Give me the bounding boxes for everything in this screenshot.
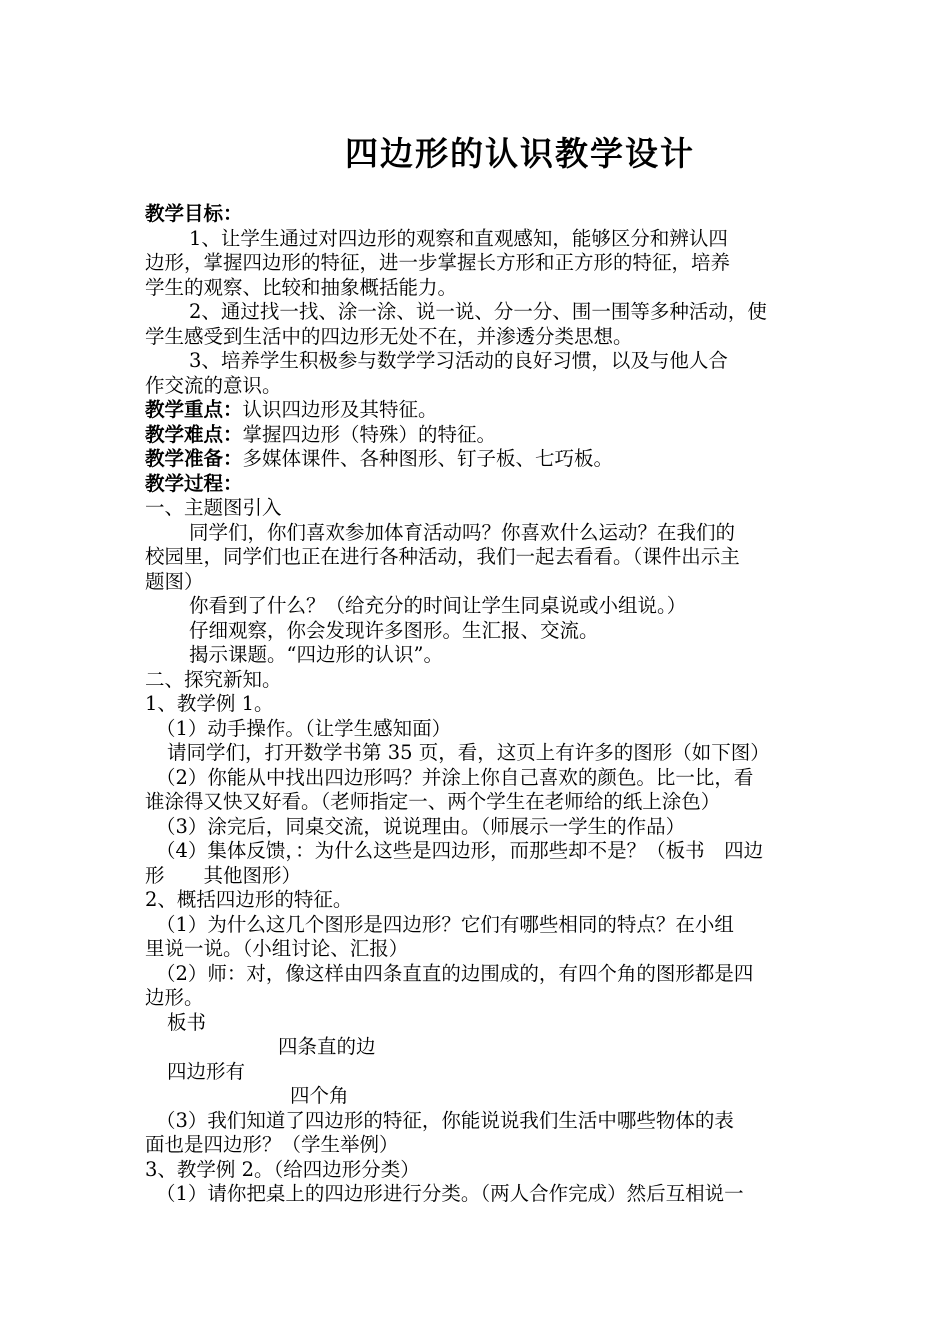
- section-label: 教学过程：: [145, 471, 243, 495]
- section-label: 教学准备：: [145, 447, 243, 470]
- text-line: [145, 398, 810, 423]
- text-line: [145, 1109, 810, 1134]
- line-text: 认识四边形及其特征。: [242, 398, 438, 421]
- text-line: [145, 766, 810, 791]
- line-text: 1、让学生通过对四边形的观察和直观感知，能够区分和辨认四: [189, 226, 728, 250]
- line-text: 边形，掌握四边形的特征，进一步掌握长方形和正方形的特征，培养: [145, 251, 731, 274]
- text-line: [145, 1011, 810, 1036]
- text-line: [145, 1084, 810, 1109]
- text-line: [145, 423, 810, 448]
- section-label: 教学目标：: [145, 202, 243, 225]
- line-text: （1）请你把桌上的四边形进行分类。（两人合作完成）然后互相说一: [156, 1182, 744, 1205]
- line-text: （3）涂完后，同桌交流，说说理由。（师展示一学生的作品）: [156, 814, 686, 838]
- text-line: [145, 986, 810, 1011]
- line-text: 请同学们，打开数学书第 35 页，看，这页上有许多的图形（如下图）: [167, 741, 770, 764]
- text-line: [145, 1060, 810, 1085]
- text-line: [145, 202, 810, 227]
- line-text: 作交流的意识。: [145, 373, 282, 397]
- line-text: 同学们，你们喜欢参加体育活动吗？你喜欢什么运动？在我们的: [189, 520, 736, 544]
- text-line: [145, 717, 810, 742]
- text-line: [145, 300, 810, 325]
- line-text: 板书: [167, 1010, 207, 1034]
- line-text: 你看到了什么？（给充分的时间让学生同桌说或小组说。）: [189, 594, 687, 617]
- line-text: （1）为什么这几个图形是四边形？它们有哪些相同的特点？在小组: [156, 912, 734, 936]
- line-text: 四个角: [290, 1084, 349, 1107]
- text-line: [145, 227, 810, 252]
- text-line: [145, 374, 810, 399]
- text-line: [145, 521, 810, 546]
- line-text: 形 其他图形）: [145, 863, 302, 887]
- text-line: [145, 325, 810, 350]
- line-text: 四边形有: [167, 1059, 246, 1083]
- text-line: [145, 790, 810, 815]
- line-text: 边形。: [145, 986, 204, 1009]
- text-line: [145, 1158, 810, 1183]
- text-line: [145, 815, 810, 840]
- document-title: 四边形的认识教学设计: [345, 134, 695, 173]
- text-line: [145, 643, 810, 668]
- text-line: [145, 1133, 810, 1158]
- text-line: [145, 692, 810, 717]
- line-text: 揭示课题。“四边形的认识”。: [189, 643, 443, 666]
- text-line: [145, 937, 810, 962]
- line-text: 仔细观察，你会发现许多图形。生汇报、交流。: [189, 618, 599, 642]
- text-line: [145, 496, 810, 521]
- text-line: [145, 594, 810, 619]
- line-text: （3）我们知道了四边形的特征，你能说说我们生活中哪些物体的表: [156, 1108, 734, 1132]
- text-line: [145, 447, 810, 472]
- text-line: [145, 741, 810, 766]
- text-line: [145, 349, 810, 374]
- line-text: 谁涂得又快又好看。（老师指定一、两个学生在老师给的纸上涂色）: [145, 790, 721, 813]
- line-text: 2、概括四边形的特征。: [145, 888, 353, 911]
- text-line: [145, 251, 810, 276]
- document-body: [145, 202, 810, 1207]
- line-text: 掌握四边形（特殊）的特征。: [242, 422, 497, 446]
- line-text: 多媒体课件、各种图形、钉子板、七巧板。: [242, 447, 614, 470]
- line-text: （2）师：对，像这样由四条直直的边围成的，有四个角的图形都是四: [156, 961, 754, 985]
- text-line: [145, 1182, 810, 1207]
- line-text: 里说一说。（小组讨论、汇报）: [145, 937, 409, 960]
- line-text: 面也是四边形？（学生举例）: [145, 1133, 399, 1156]
- text-line: [145, 888, 810, 913]
- line-text: 题图）: [145, 569, 204, 593]
- line-text: 二、探究新知。: [145, 667, 282, 691]
- line-text: 校园里，同学们也正在进行各种活动，我们一起去看看。（课件出示主: [145, 545, 740, 568]
- line-text: （2）你能从中找出四边形吗？并涂上你自己喜欢的颜色。比一比，看: [156, 765, 754, 789]
- line-text: 学生感受到生活中的四边形无处不在，并渗透分类思想。: [145, 324, 633, 348]
- line-text: 3、教学例 2。（给四边形分类）: [145, 1157, 420, 1181]
- text-line: [145, 962, 810, 987]
- text-line: [145, 619, 810, 644]
- line-text: 2、通过找一找、涂一涂、说一说、分一分、围一围等多种活动，使: [189, 300, 767, 323]
- line-text: 四条直的边: [278, 1035, 376, 1058]
- line-text: （4）集体反馈，：为什么这些是四边形，而那些却不是？（板书 四边: [156, 839, 764, 862]
- text-line: [145, 545, 810, 570]
- line-text: 3、培养学生积极参与数学学习活动的良好习惯，以及与他人合: [189, 349, 728, 372]
- line-text: 学生的观察、比较和抽象概括能力。: [145, 275, 458, 299]
- text-line: [145, 913, 810, 938]
- line-text: （1）动手操作。（让学生感知面）: [156, 716, 452, 740]
- line-text: 一、主题图引入: [145, 496, 282, 519]
- section-label: 教学重点：: [145, 398, 243, 421]
- text-line: [145, 839, 810, 864]
- text-line: [145, 1035, 810, 1060]
- text-line: [145, 864, 810, 889]
- text-line: [145, 570, 810, 595]
- text-line: [145, 276, 810, 301]
- text-line: [145, 472, 810, 497]
- line-text: 1、教学例 1。: [145, 692, 274, 715]
- section-label: 教学难点：: [145, 422, 243, 446]
- text-line: [145, 668, 810, 693]
